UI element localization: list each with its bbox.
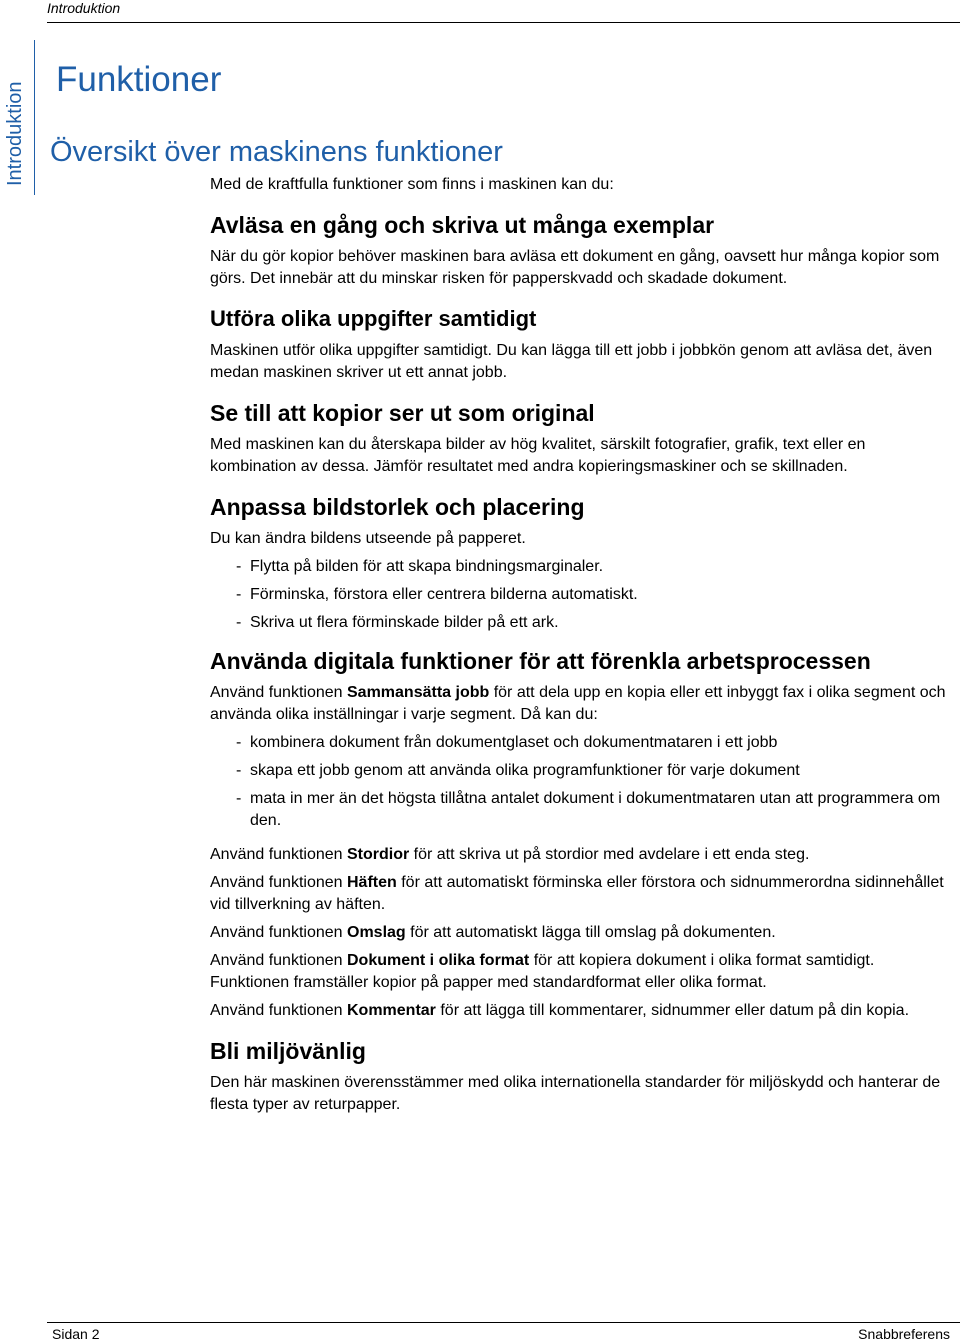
feature-pre: Använd funktionen (210, 1002, 347, 1019)
feature-paragraph (210, 950, 952, 994)
feature-paragraph (210, 1000, 952, 1022)
list-item: - Skriva ut flera förminskade bilder på ett ark. (210, 612, 952, 634)
list-item: - mata in mer än det högsta tillåtna antalet dokument i dokumentmataren utan att programmera om den. (210, 788, 952, 832)
section-text-scan-once: När du gör kopior behöver maskinen bara avläsa ett dokument en gång, oavsett hur många kopior som görs. Det innebär att du minskar risken för papperskvadd och skadade dokument. (210, 248, 940, 287)
feature-post: för att skriva ut på stordior med avdelare i ett enda steg. (409, 846, 810, 863)
section-title-original: Se till att kopior ser ut som original (210, 400, 595, 426)
footer-doc-title: Snabbreferens (858, 1326, 950, 1342)
feature-post: för att automatiskt förminska eller förstora och sidnummerordna sidinnehållet vid tillverkning av häften. (210, 874, 944, 913)
feature-paragraph (210, 872, 952, 916)
feature-paragraph (210, 844, 952, 866)
intro-post: för att dela upp en kopia eller ett inbyggt fax i olika segment och använda olika inställningar i varje segment. Då kan du: (210, 684, 946, 723)
feature-name: Kommentar (347, 1002, 436, 1019)
section-text-multitask: Maskinen utför olika uppgifter samtidigt. Du kan lägga till ett jobb i jobbkön genom att avläsa det, även medan maskinen skriver ut ett annat jobb. (210, 342, 933, 381)
section-title-multitask: Utföra olika uppgifter samtidigt (210, 306, 537, 331)
list-item: - skapa ett jobb genom att använda olika programfunktioner för varje dokument (210, 760, 952, 782)
section-text-resize: Du kan ändra bildens utseende på papperet. (210, 530, 526, 547)
page-content (210, 174, 952, 1130)
feature-pre: Använd funktionen (210, 846, 347, 863)
feature-name: Häften (347, 874, 397, 891)
section-title-scan-once: Avläsa en gång och skriva ut många exemplar (210, 212, 715, 238)
list-item: - Förminska, förstora eller centrera bilderna automatiskt. (210, 584, 952, 606)
feature-pre: Använd funktionen (210, 874, 347, 891)
intro-feature-name: Sammansätta jobb (347, 684, 490, 701)
intro-pre: Använd funktionen (210, 684, 347, 701)
section-title-resize: Anpassa bildstorlek och placering (210, 494, 585, 520)
feature-pre: Använd funktionen (210, 924, 347, 941)
side-tab-divider (34, 40, 35, 195)
feature-pre: Använd funktionen (210, 952, 347, 969)
feature-paragraph (210, 922, 952, 944)
header-divider (47, 22, 960, 23)
section-title-digital: Använda digitala funktioner för att förenkla arbetsprocessen (210, 648, 871, 674)
overview-title: Översikt över maskinens funktioner (50, 136, 503, 168)
lead-text: Med de kraftfulla funktioner som finns i maskinen kan du: (210, 176, 614, 193)
section-text-original: Med maskinen kan du återskapa bilder av hög kvalitet, särskilt fotografier, grafik, text eller en kombination av dessa. Jämför resultatet med andra kopieringsmaskiner och se skillnaden. (210, 436, 866, 475)
section-text-eco: Den här maskinen överensstämmer med olika internationella standarder för miljöskydd och hanterar de flesta typer av returpapper. (210, 1074, 941, 1113)
section-title-eco: Bli miljövänlig (210, 1038, 366, 1064)
running-header: Introduktion (47, 0, 121, 16)
list-item: - kombinera dokument från dokumentglaset och dokumentmataren i ett jobb (210, 732, 952, 754)
feature-post: för att lägga till kommentarer, sidnummer eller datum på din kopia. (435, 1002, 910, 1019)
digital-list (210, 732, 952, 832)
list-item: - Flytta på bilden för att skapa bindningsmarginaler. (210, 556, 952, 578)
page-number: Sidan 2 (52, 1326, 100, 1342)
section-text-digital-intro (210, 682, 952, 726)
resize-list (210, 556, 952, 634)
feature-post: för att kopiera dokument i olika format samtidigt. Funktionen framställer kopior på papper med standardformat eller olika format. (210, 952, 875, 991)
footer-divider (47, 1322, 960, 1323)
feature-name: Stordior (347, 846, 410, 863)
feature-name: Omslag (347, 924, 406, 941)
feature-post: för att automatiskt lägga till omslag på dokumenten. (405, 924, 776, 941)
feature-name: Dokument i olika format (347, 952, 530, 969)
chapter-title: Funktioner (56, 60, 222, 99)
side-tab-label: Introduktion (4, 81, 26, 186)
